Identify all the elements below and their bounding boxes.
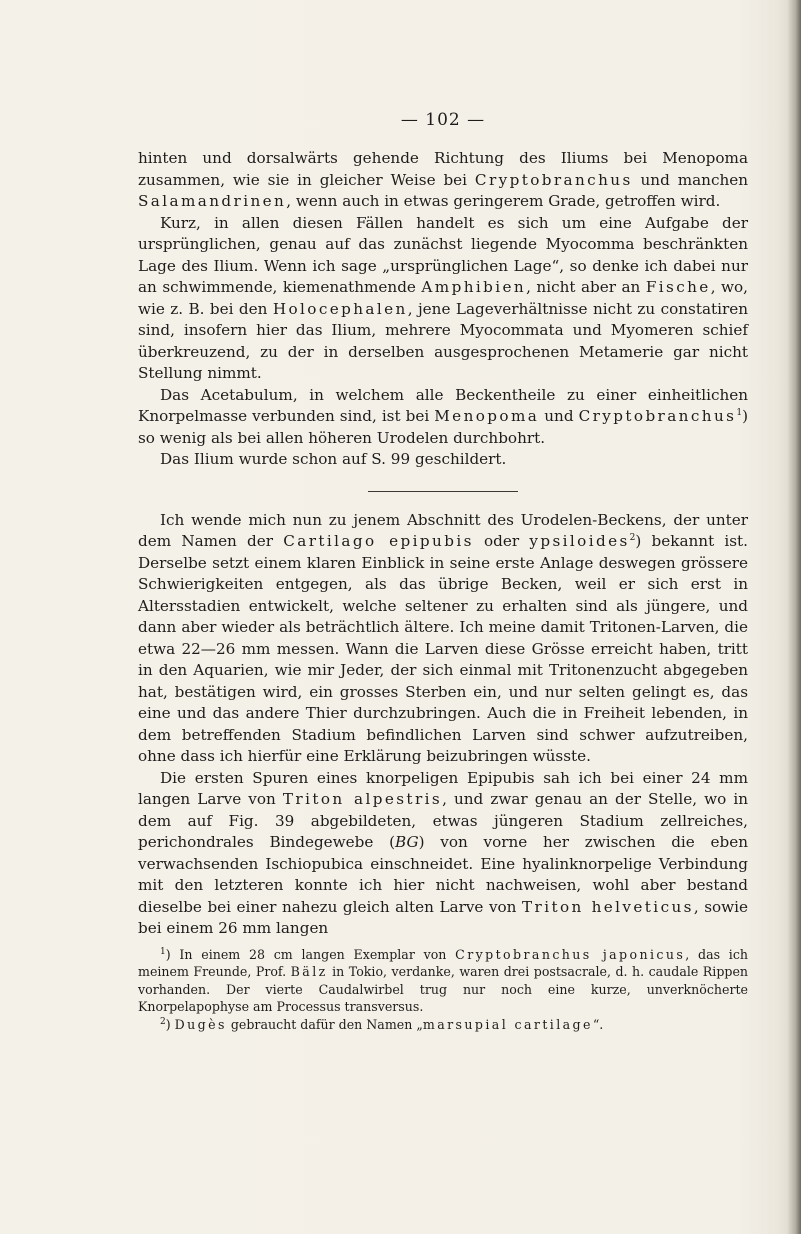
paragraph-2: Kurz, in allen diesen Fällen handelt es sich um eine Aufgabe der ursprünglichen, genau auf das zunächst liegende Myocomma beschränkten Lage des Ilium. Wenn ich sage „ursprünglichen Lage“, so denke ich dabei nur an schwimmende, kiemenathmende Amphibien, nicht aber an Fische, wo, wie z. B. bei den Holocephalen, jene Lageverhältnisse nicht zu constatiren sind, insofern hier das Ilium, mehrere Myocommata und Myomeren schief überkreuzend, zu der in derselben ausgesprochenen Metamerie gar nicht Stellung nimmt. — [138, 213, 748, 382]
paragraph-4: Das Ilium wurde schon auf S. 99 geschildert. — [160, 450, 507, 468]
footnote-1: $^1$) In einem 28 cm langen Exemplar von Cryptobranchus japonicus, das ich meinem Freunde, Prof. Bälz in Tokio, verdanke, waren drei postsacrale, d. h. caudale Rippen vorhanden. Der vierte Caudalwirbel trug nur noch eine kurze, unverknöcherte Knorpelapophyse am Processus transversus. — [138, 946, 749, 1014]
footnote-2-number: 2 — [160, 1016, 166, 1027]
footnote-ref-2[interactable]: 2 — [629, 532, 636, 543]
footnote-ref-1[interactable]: 1 — [736, 407, 743, 418]
page-number: — 102 — — [400, 110, 486, 130]
page-edge-shadow — [787, 0, 801, 1234]
footnote-1-number: 1 — [160, 946, 166, 957]
section-divider — [368, 491, 518, 492]
text-column — [138, 110, 748, 1033]
paragraph-6: Die ersten Spuren eines knorpeligen Epipubis sah ich bei einer 24 mm langen Larve von Triton alpestris, und zwar genau an der Stelle, wo in dem auf Fig. 39 abgebildeten, etwas jüngeren Stadium zellreiches, perichondrales Bindegewebe (BG) von vorne her zwischen die eben verwachsenden Ischiopubica einschneidet. Eine hyalinknorpelige Verbindung mit den letzteren konnte ich hier nicht nachweisen, wohl aber bestand dieselbe bei einer nahezu gleich alten Larve von Triton helveticus, sowie bei einem 26 mm langen — [138, 768, 749, 937]
paragraph-5: Ich wende mich nun zu jenem Abschnitt des Urodelen-Beckens, der unter dem Namen der Cartilago epipubis oder ypsiloides$^2$) bekannt ist. Derselbe setzt einem klaren Einblick in seine erste Anlage deswegen grössere Schwierigkeiten entgegen, als das übrige Becken, weil er sich erst in Altersstadien entwickelt, welche seltener zu erhalten sind als jüngere, und dann aber wieder als beträchtlich ältere. Ich meine damit Tritonen-Larven, die etwa 22—26 mm messen. Wann die Larven diese Grösse erreicht haben, tritt in den Aquarien, wie mir Jeder, der sich einmal mit Tritonenzucht abgegeben hat, bestätigen wird, ein grosses Sterben ein, und nur selten gelingt es, das eine und das andere Thier durchzubringen. Auch die in Freiheit lebenden, in dem betreffenden Stadium befindlichen Larven sind schwer aufzutreiben, ohne dass ich hierfür eine Erklärung beizubringen wüsste. — [138, 510, 748, 765]
paragraph-3: Das Acetabulum, in welchem alle Beckentheile zu einer einheitlichen Knorpelmasse verbunden sind, ist bei Menopoma und Cryptobranchus$^1$) so wenig als bei allen höheren Urodelen durchbohrt. — [138, 385, 748, 447]
footnote-2: $^2$) Dugès gebraucht dafür den Namen „marsupial cartilage“. — [160, 1016, 604, 1032]
paragraph-1: hinten und dorsalwärts gehende Richtung des Iliums bei Menopoma zusammen, wie sie in gleicher Weise bei Cryptobranchus und manchen Salamandrinen, wenn auch in etwas geringerem Grade, getroffen wird. — [138, 149, 748, 210]
